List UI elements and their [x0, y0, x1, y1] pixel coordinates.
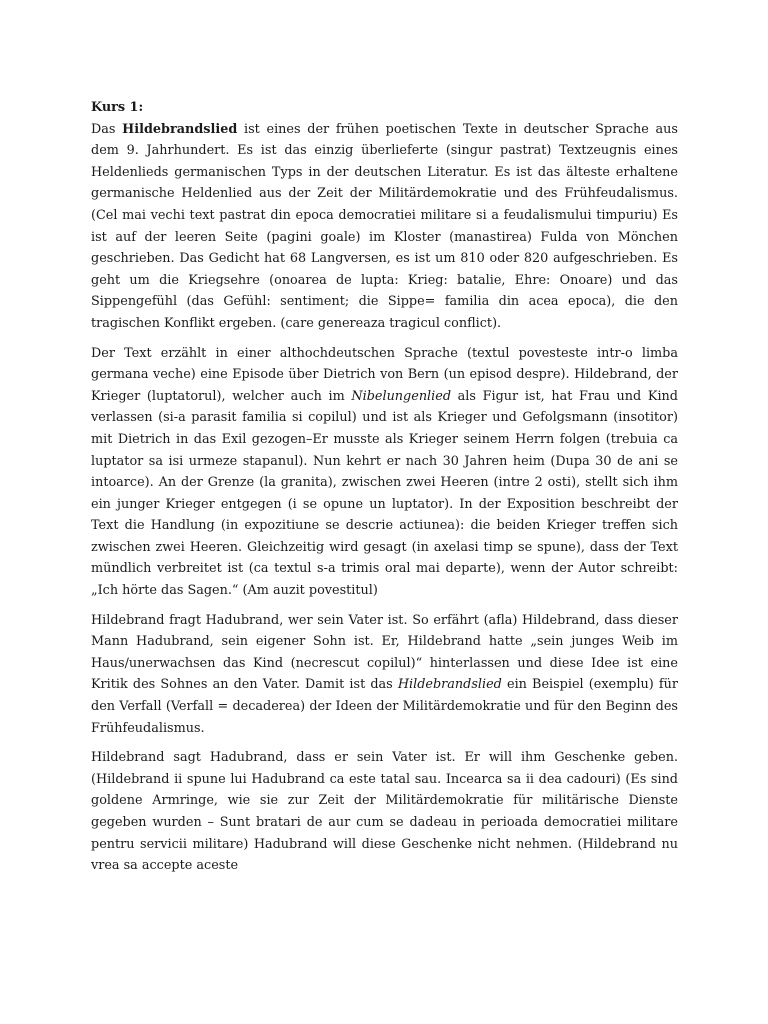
- paragraph-1: [91, 119, 678, 335]
- paragraph-2-segment: Der Text erzählt in einer althochdeutschen Sprache (textul povesteste intr-o limba germana veche) eine Episode über Dietrich von Bern (un episod despre). Hildebrand, der Krieger (luptatorul), welcher auch im: [91, 345, 678, 404]
- course-heading: Kurs 1:: [91, 100, 144, 115]
- paragraph-4: [91, 747, 678, 877]
- paragraph-1-segment: ist eines der frühen poetischen Texte in deutscher Sprache aus dem 9. Jahrhundert. Es ist das einzig überlieferte (singur pastrat) Textzeugnis eines Heldenlieds germanischen Typs in der deutschen Literatur. Es ist das älteste erhaltene germanische Heldenlied aus der Zeit der Militärdemokratie und des Frühfeudalismus. (Cel mai vechi text pastrat din epoca democratiei militare si a feudalismului timpuriu) Es ist auf der leeren Seite (pagini goale) im Kloster (manastirea) Fulda von Mönchen geschrieben. Das Gedicht hat 68 Langversen, es ist um 810 oder 820 aufgeschrieben. Es geht um die Kriegsehre (onoarea de lupta: Krieg: batalie, Ehre: Onoare) und das Sippengefühl (das Gefühl: sentiment; die Sippe= familia din acea epoca), die den tragischen Konflikt ergeben. (care genereaza tragicul conflict).: [91, 121, 678, 331]
- paragraph-3: [91, 610, 678, 740]
- paragraph-2-title-italic: Nibelungenlied: [351, 388, 452, 404]
- document-body: [91, 97, 678, 885]
- paragraph-1-title-bold: Hildebrandslied: [122, 121, 238, 137]
- paragraph-1-segment: Das: [91, 121, 123, 137]
- paragraph-2-segment: als Figur ist, hat Frau und Kind verlassen (si-a parasit familia si copilul) und ist als Krieger und Gefolgsmann (insotitor) mit Dietrich in das Exil gezogen–Er musste als Krieger seinem Herrn folgen (trebuia ca luptator sa isi urmeze stapanul). Nun kehrt er nach 30 Jahren heim (Dupa 30 de ani se intoarce). An der Grenze (la granita), zwischen zwei Heeren (intre 2 osti), stellt sich ihm ein junger Krieger entgegen (i se opune un luptator). In der Exposition beschreibt der Text die Handlung (in expozitiune se descrie actiunea): die beiden Krieger treffen sich zwischen zwei Heeren. Gleichzeitig wird gesagt (in axelasi timp se spune), dass der Text mündlich verbreitet ist (ca textul s-a trimis oral mai departe), wenn der Autor schreibt: „Ich hörte das Sagen.“ (Am auzit povestitul): [91, 388, 678, 599]
- paragraph-2: [91, 343, 678, 602]
- paragraph-3-title-italic: Hildebrandslied: [397, 677, 502, 693]
- paragraph-3-segment: ein Beispiel (exemplu) für den Verfall (Verfall = decaderea) der Ideen der Militärdemokratie und für den Beginn des Frühfeudalismus.: [91, 677, 678, 736]
- paragraph-4-segment: Hildebrand sagt Hadubrand, dass er sein Vater ist. Er will ihm Geschenke geben. (Hildebrand ii spune lui Hadubrand ca este tatal sau. Incearca sa ii dea cadouri) (Es sind goldene Armringe, wie sie zur Zeit der Militärdemokratie für militärische Dienste gegeben wurden – Sunt bratari de aur cum se dadeau in perioada democratiei militare pentru servicii militare) Hadubrand will diese Geschenke nicht nehmen. (Hildebrand nu vrea sa accepte aceste: [91, 750, 678, 874]
- paragraph-3-segment: Hildebrand fragt Hadubrand, wer sein Vater ist. So erfährt (afla) Hildebrand, dass dieser Mann Hadubrand, sein eigener Sohn ist. Er, Hildebrand hatte „sein junges Weib im Haus/unerwachsen das Kind (necrescut copilul)“ hinterlassen und diese Idee ist eine Kritik des Sohnes an den Vater. Damit ist das: [91, 612, 678, 693]
